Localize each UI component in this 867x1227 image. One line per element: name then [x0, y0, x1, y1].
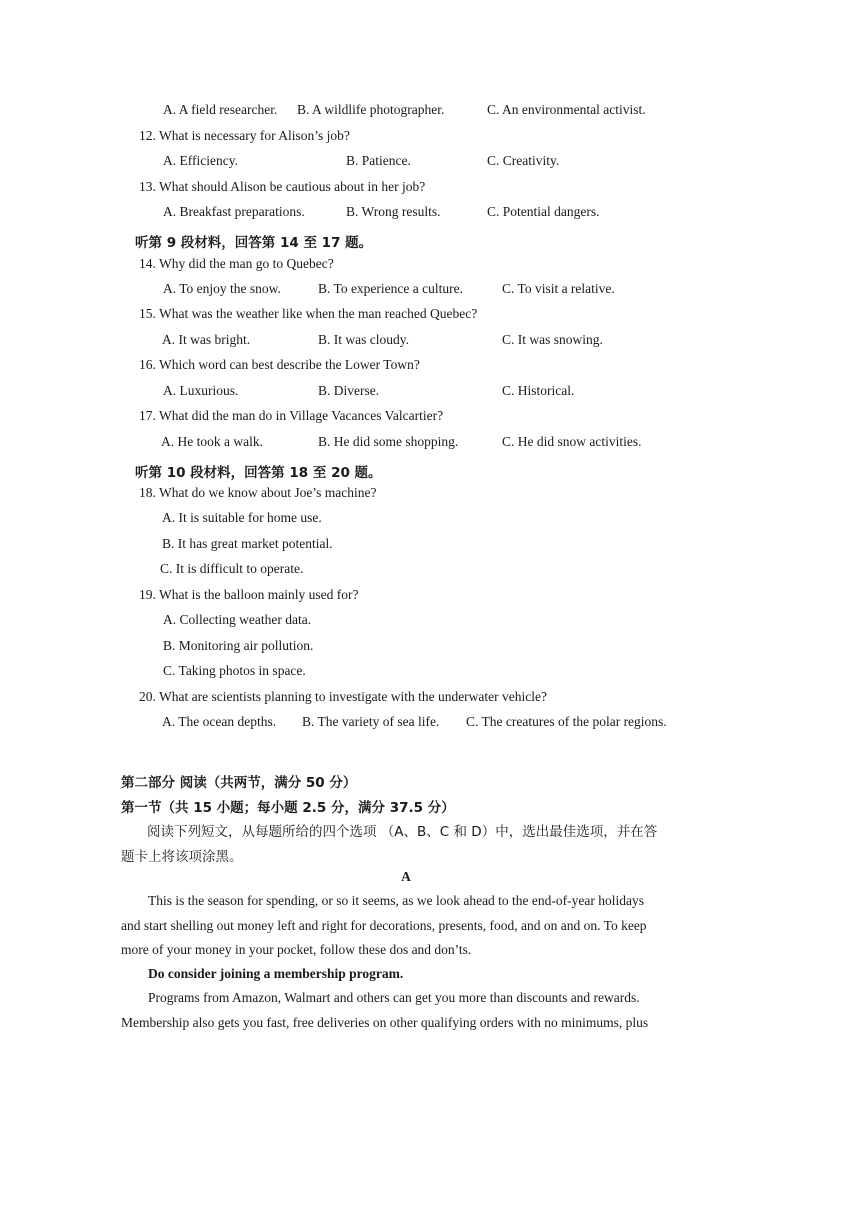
- passage-a-p1-line2: and start shelling out money left and right for decorations, presents, food, and on and on. To keep: [121, 918, 647, 933]
- q17-question: 17. What did the man do in Village Vacances Valcartier?: [139, 408, 444, 423]
- q20-option-a: A. The ocean depths.: [162, 714, 277, 729]
- q16-option-c: C. Historical.: [502, 383, 575, 398]
- q13-option-b: B. Wrong results.: [346, 204, 441, 219]
- passage-a-p2-line2: Membership also gets you fast, free deliveries on other qualifying orders with no minimums, plus: [121, 1015, 649, 1030]
- q11-option-a: A. A field researcher.: [163, 102, 278, 117]
- passage-label: A: [401, 869, 411, 884]
- q15-option-b: B. It was cloudy.: [318, 332, 409, 347]
- q20-option-c: C. The creatures of the polar regions.: [466, 714, 667, 729]
- q19-question: 19. What is the balloon mainly used for?: [139, 587, 359, 602]
- part-two-heading: 第二部分 阅读（共两节，满分 50 分）: [121, 775, 357, 791]
- q14-question: 14. Why did the man go to Quebec?: [139, 256, 334, 271]
- instruction-line-1: 阅读下列短文，从每题所给的四个选项 （A、B、C 和 D）中，选出最佳选项，并在答: [147, 824, 658, 840]
- q17-option-c: C. He did snow activities.: [502, 434, 642, 449]
- passage-a-p1-line1: This is the season for spending, or so it seems, as we look ahead to the end-of-year holidays: [148, 893, 645, 908]
- q12-option-a: A. Efficiency.: [163, 153, 238, 168]
- q19-option-b: B. Monitoring air pollution.: [163, 638, 314, 653]
- section-9-heading: 听第 9 段材料，回答第 14 至 17 题。: [135, 235, 373, 251]
- q14-option-a: A. To enjoy the snow.: [163, 281, 281, 296]
- passage-a-p2-line1: Programs from Amazon, Walmart and others can get you more than discounts and rewards.: [148, 990, 640, 1005]
- q14-option-c: C. To visit a relative.: [502, 281, 615, 296]
- q17-option-b: B. He did some shopping.: [318, 434, 459, 449]
- q20-option-b: B. The variety of sea life.: [302, 714, 440, 729]
- q18-option-c: C. It is difficult to operate.: [160, 561, 304, 576]
- q17-option-a: A. He took a walk.: [161, 434, 263, 449]
- q12-option-b: B. Patience.: [346, 153, 411, 168]
- q11-option-c: C. An environmental activist.: [487, 102, 646, 117]
- q13-option-a: A. Breakfast preparations.: [163, 204, 305, 219]
- q14-option-b: B. To experience a culture.: [318, 281, 463, 296]
- q15-option-a: A. It was bright.: [162, 332, 251, 347]
- passage-a-p1-line3: more of your money in your pocket, follow these dos and don’ts.: [121, 942, 472, 957]
- q13-question: 13. What should Alison be cautious about in her job?: [139, 179, 426, 194]
- q12-question: 12. What is necessary for Alison’s job?: [139, 128, 350, 143]
- q18-question: 18. What do we know about Joe’s machine?: [139, 485, 377, 500]
- q18-option-a: A. It is suitable for home use.: [162, 510, 322, 525]
- q20-question: 20. What are scientists planning to investigate with the underwater vehicle?: [139, 689, 547, 704]
- q11-option-b: B. A wildlife photographer.: [297, 102, 445, 117]
- q16-option-b: B. Diverse.: [318, 383, 380, 398]
- q16-option-a: A. Luxurious.: [163, 383, 239, 398]
- q15-option-c: C. It was snowing.: [502, 332, 603, 347]
- q18-option-b: B. It has great market potential.: [162, 536, 333, 551]
- q12-option-c: C. Creativity.: [487, 153, 560, 168]
- q13-option-c: C. Potential dangers.: [487, 204, 600, 219]
- passage-a-subheading: Do consider joining a membership program.: [148, 966, 404, 981]
- q19-option-c: C. Taking photos in space.: [163, 663, 306, 678]
- q15-question: 15. What was the weather like when the man reached Quebec?: [139, 306, 478, 321]
- section-one-heading: 第一节（共 15 小题；每小题 2.5 分，满分 37.5 分）: [121, 800, 455, 816]
- q19-option-a: A. Collecting weather data.: [163, 612, 312, 627]
- section-10-heading: 听第 10 段材料，回答第 18 至 20 题。: [135, 465, 382, 481]
- instruction-line-2: 题卡上将该项涂黑。: [121, 849, 243, 865]
- q16-question: 16. Which word can best describe the Lower Town?: [139, 357, 420, 372]
